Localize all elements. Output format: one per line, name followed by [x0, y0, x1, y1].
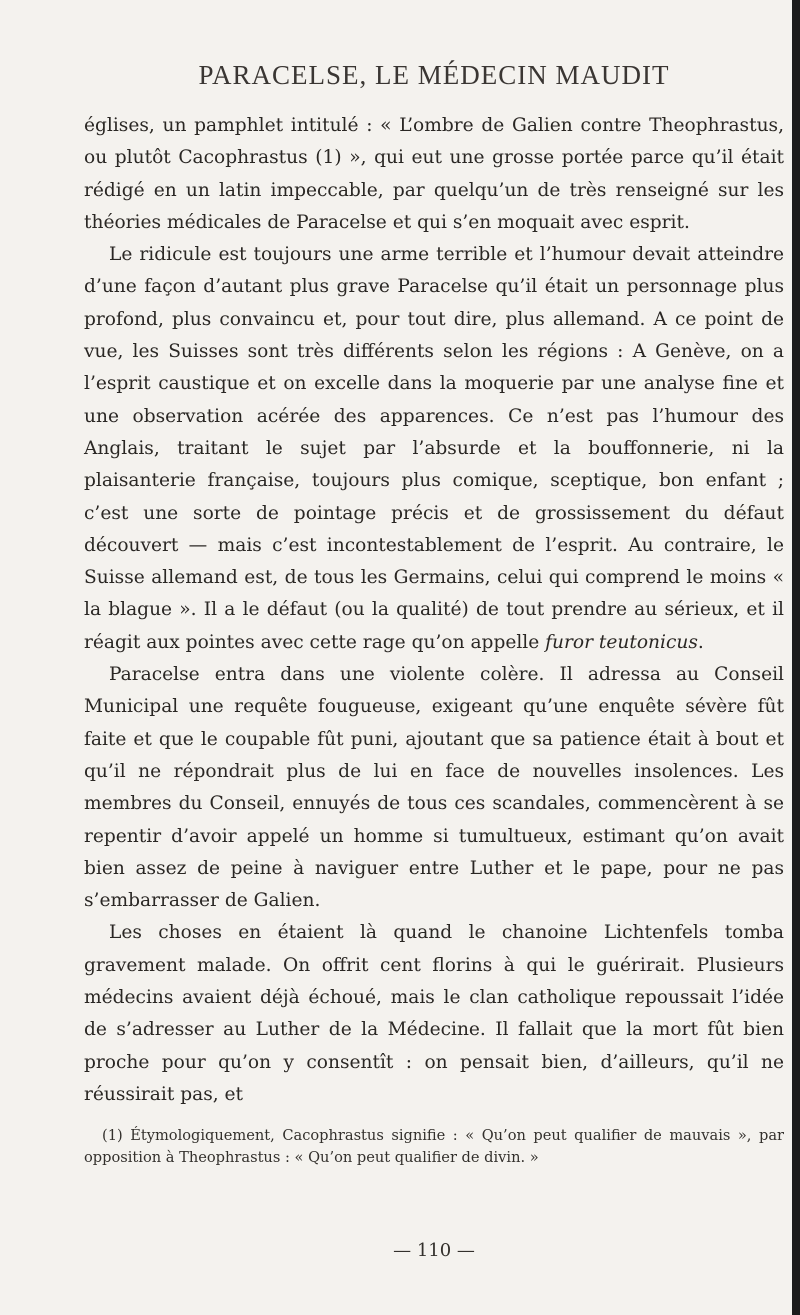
- footnote-reference: (1): [315, 147, 342, 169]
- page-number: — 110 —: [393, 1240, 475, 1261]
- paragraph-1-text: églises, un pamphlet intitulé : « L’ombre de Galien contre Theophrastus, ou plutôt Cacophrastus: [84, 115, 784, 169]
- paragraph-1: [84, 110, 784, 239]
- running-head: PARACELSE, LE MÉDECIN MAUDIT: [198, 60, 670, 90]
- paragraph-4: Les choses en étaient là quand le chanoine Lichtenfels tomba gravement malade. On offrit cent florins à qui le guérirait. Plusieurs médecins avaient déjà échoué, mais le clan catholique repoussait l’idée de s’adresser au Luther de la Médecine. Il fallait que la mort fût bien proche pour qu’on y consentît : on pensait bien, d’ailleurs, qu’il ne réussirait pas, et: [84, 922, 784, 1105]
- footnote-text: (1) Étymologiquement, Cacophrastus signifie : « Qu’on peut qualifier de mauvais », par opposition à Theophrastus : « Qu’on peut qualifier de divin. »: [84, 1127, 784, 1166]
- paragraph-2-text-end: .: [697, 631, 704, 653]
- footnote: [84, 1125, 784, 1169]
- book-page: [84, 0, 784, 1315]
- body-text: [84, 110, 784, 1111]
- paragraph-2-text: Le ridicule est toujours une arme terrible et l’humour devait atteindre d’une façon d’autant plus grave Paracelse qu’il était un personnage plus profond, plus convaincu et, pour tout dire, plus allemand. A ce point de vue, les Suisses sont très différents selon les régions : A Genève, on a l’esprit caustique et on excelle dans la moquerie par une analyse fine et une observation acérée des apparences. Ce n’est pas l’humour des Anglais, traitant le sujet par l’absurde et la bouffonnerie, ni la plaisanterie française, toujours plus comique, sceptique, bon enfant ; c’est une sorte de pointage précis et de grossissement du défaut découvert — mais c’est incontestablement de l’esprit. Au contraire, le Suisse allemand est, de tous les Germains, celui qui comprend le moins « la blague ». Il a le défaut (ou la qualité) de tout prendre au sérieux, et il réagit aux pointes avec cette rage qu’on appelle: [84, 244, 784, 653]
- paragraph-3: Paracelse entra dans une violente colère. Il adressa au Conseil Municipal une requête fougueuse, exigeant qu’une enquête sévère fût faite et que le coupable fût puni, ajoutant que sa patience était à bout et qu’il ne répondrait plus de lui en face de nouvelles insolences. Les membres du Conseil, ennuyés de tous ces scandales, commencèrent à se repentir d’avoir appelé un homme si tumultueux, estimant qu’on avait bien assez de peine à naviguer entre Luther et le pape, pour ne pas s’embarrasser de Galien.: [84, 664, 784, 912]
- paragraph-1-text-end: », qui eut une grosse portée parce qu’il était rédigé en un latin impeccable, par quelqu’un de très renseigné sur les théories médicales de Paracelse et qui s’en moquait avec esprit.: [84, 147, 785, 233]
- page-edge-shadow: [792, 0, 800, 1315]
- italic-phrase: furor teutonicus: [545, 631, 698, 653]
- paragraph-2: [84, 239, 784, 659]
